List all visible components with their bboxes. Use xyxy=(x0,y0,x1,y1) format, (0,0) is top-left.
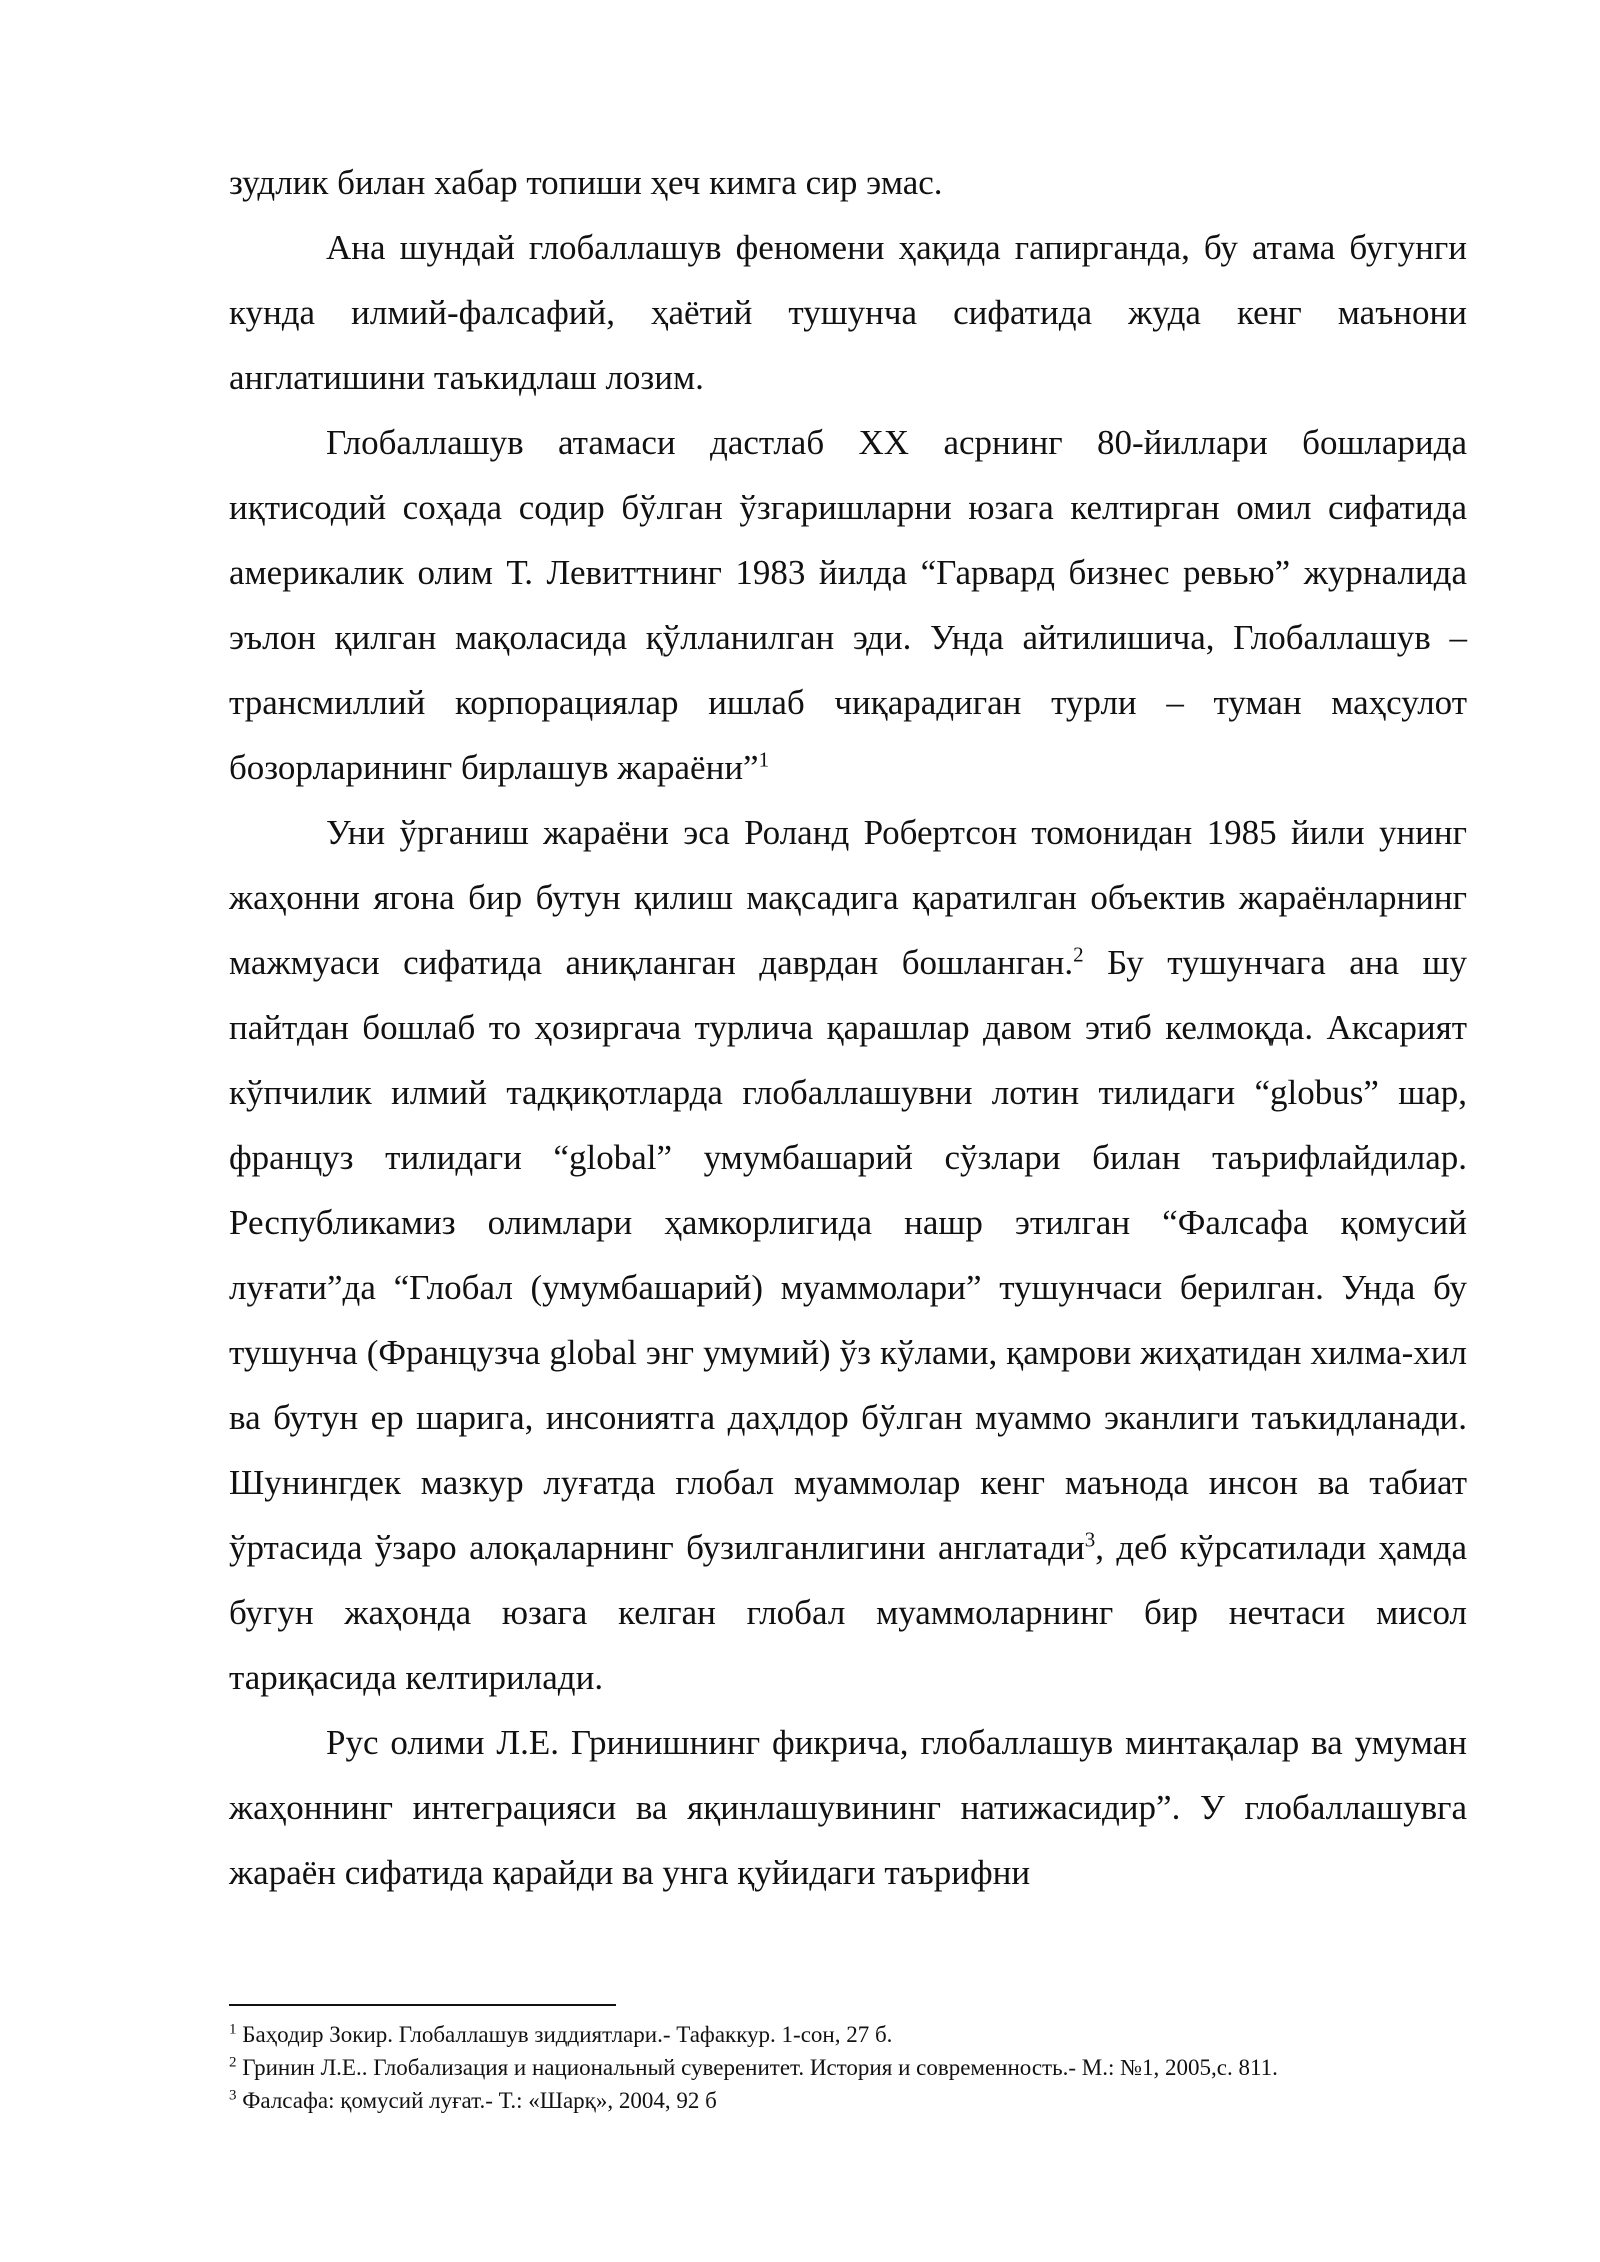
footnote-1-number: 1 xyxy=(229,2021,237,2038)
footnote-3-text: Фалсафа: қомусий луғат.- Т.: «Шарқ», 2004, 92 б xyxy=(236,2088,717,2113)
footnote-ref-2: 2 xyxy=(1073,942,1084,967)
paragraph-robertson xyxy=(229,800,1467,1710)
footnote-3 xyxy=(229,2084,1467,2117)
footnote-separator xyxy=(229,2004,616,2006)
footnotes-section xyxy=(229,2004,1467,2117)
footnote-ref-1: 1 xyxy=(758,747,770,772)
footnote-ref-3: 3 xyxy=(1084,1527,1096,1552)
paragraph-term-origin-text: Глобаллашув атамаси дастлаб XX асрнинг 80-йиллари бошларида иқтисодий соҳада содир бўлган ўзгаришларни юзага келтирган омил сифатида америкалик олим Т. Левиттнинг 1983 йилда “Гарвард бизнес ревью” журналида эълон қилган мақоласида қўлланилган эди. Унда айтилишича, Глобаллашув – трансмиллий корпорациялар ишлаб чиқарадиган турли – туман маҳсулот бозорларининг бирлашув жараёни” xyxy=(229,423,1467,787)
document-body xyxy=(229,150,1467,1905)
footnote-1-text: Баҳодир Зокир. Глобаллашув зиддиятлари.- Тафаккур. 1-сон, 27 б. xyxy=(236,2022,893,2047)
footnote-2-number: 2 xyxy=(229,2054,237,2071)
footnote-2-text: Гринин Л.Е.. Глобализация и национальный суверенитет. История и современность.- М.: №1, 2005,с. 811. xyxy=(236,2055,1278,2080)
footnote-1 xyxy=(229,2018,1467,2051)
paragraph-continuation: зудлик билан хабар топиши ҳеч кимга сир эмас. xyxy=(229,163,943,202)
footnote-3-number: 3 xyxy=(229,2087,237,2104)
paragraph-globalization-definition: Ана шундай глобаллашув феномени ҳақида гапирганда, бу атама бугунги кунда илмий-фалсафий, ҳаётий тушунча сифатида жуда кенг маънони англатишини таъкидлаш лозим. xyxy=(229,228,1467,397)
footnote-2 xyxy=(229,2051,1467,2084)
paragraph-robertson-text-a: Уни ўрганиш жараёни эса Роланд Робертсон томонидан 1985 йили унинг жаҳонни ягона бир бутун қилиш мақсадига қаратилган объектив жараёнларнинг мажмуаси сифатида аниқланган даврдан бошланган. xyxy=(229,813,1467,982)
paragraph-grinin: Рус олими Л.Е. Гринишнинг фикрича, глобаллашув минтақалар ва умуман жаҳоннинг интеграцияси ва яқинлашувининг натижасидир”. У глобаллашувга жараён сифатида қарайди ва унга қуйидаги таърифни xyxy=(229,1723,1467,1892)
paragraph-term-origin xyxy=(229,410,1467,800)
paragraph-robertson-text-b: Бу тушунчага ана шу пайтдан бошлаб то ҳозиргача турлича қарашлар давом этиб келмоқда. Аксарият кўпчилик илмий тадқиқотларда глобаллашувни лотин тилидаги “globus” шар, француз тилидаги “global” умумбашарий сўзлари билан таърифлайдилар. Республикамиз олимлари ҳамкорлигида нашр этилган “Фалсафа қомусий луғати”да “Глобал (умумбашарий) муаммолари” тушунчаси берилган. Унда бу тушунча (Французча global энг умумий) ўз кўлами, қамрови жиҳатидан хилма-хил ва бутун ер шарига, инсониятга даҳлдор бўлган муаммо эканлиги таъкидланади. Шунингдек мазкур луғатда глобал муаммолар кенг маънода инсон ва табиат ўртасида ўзаро алоқаларнинг бузилганлигини англатади xyxy=(229,943,1467,1567)
paragraph-robertson-text-c: , деб кўрсатилади ҳамда бугун жаҳонда юзага келган глобал муаммоларнинг бир нечтаси мисол тариқасида келтирилади. xyxy=(229,1528,1467,1697)
